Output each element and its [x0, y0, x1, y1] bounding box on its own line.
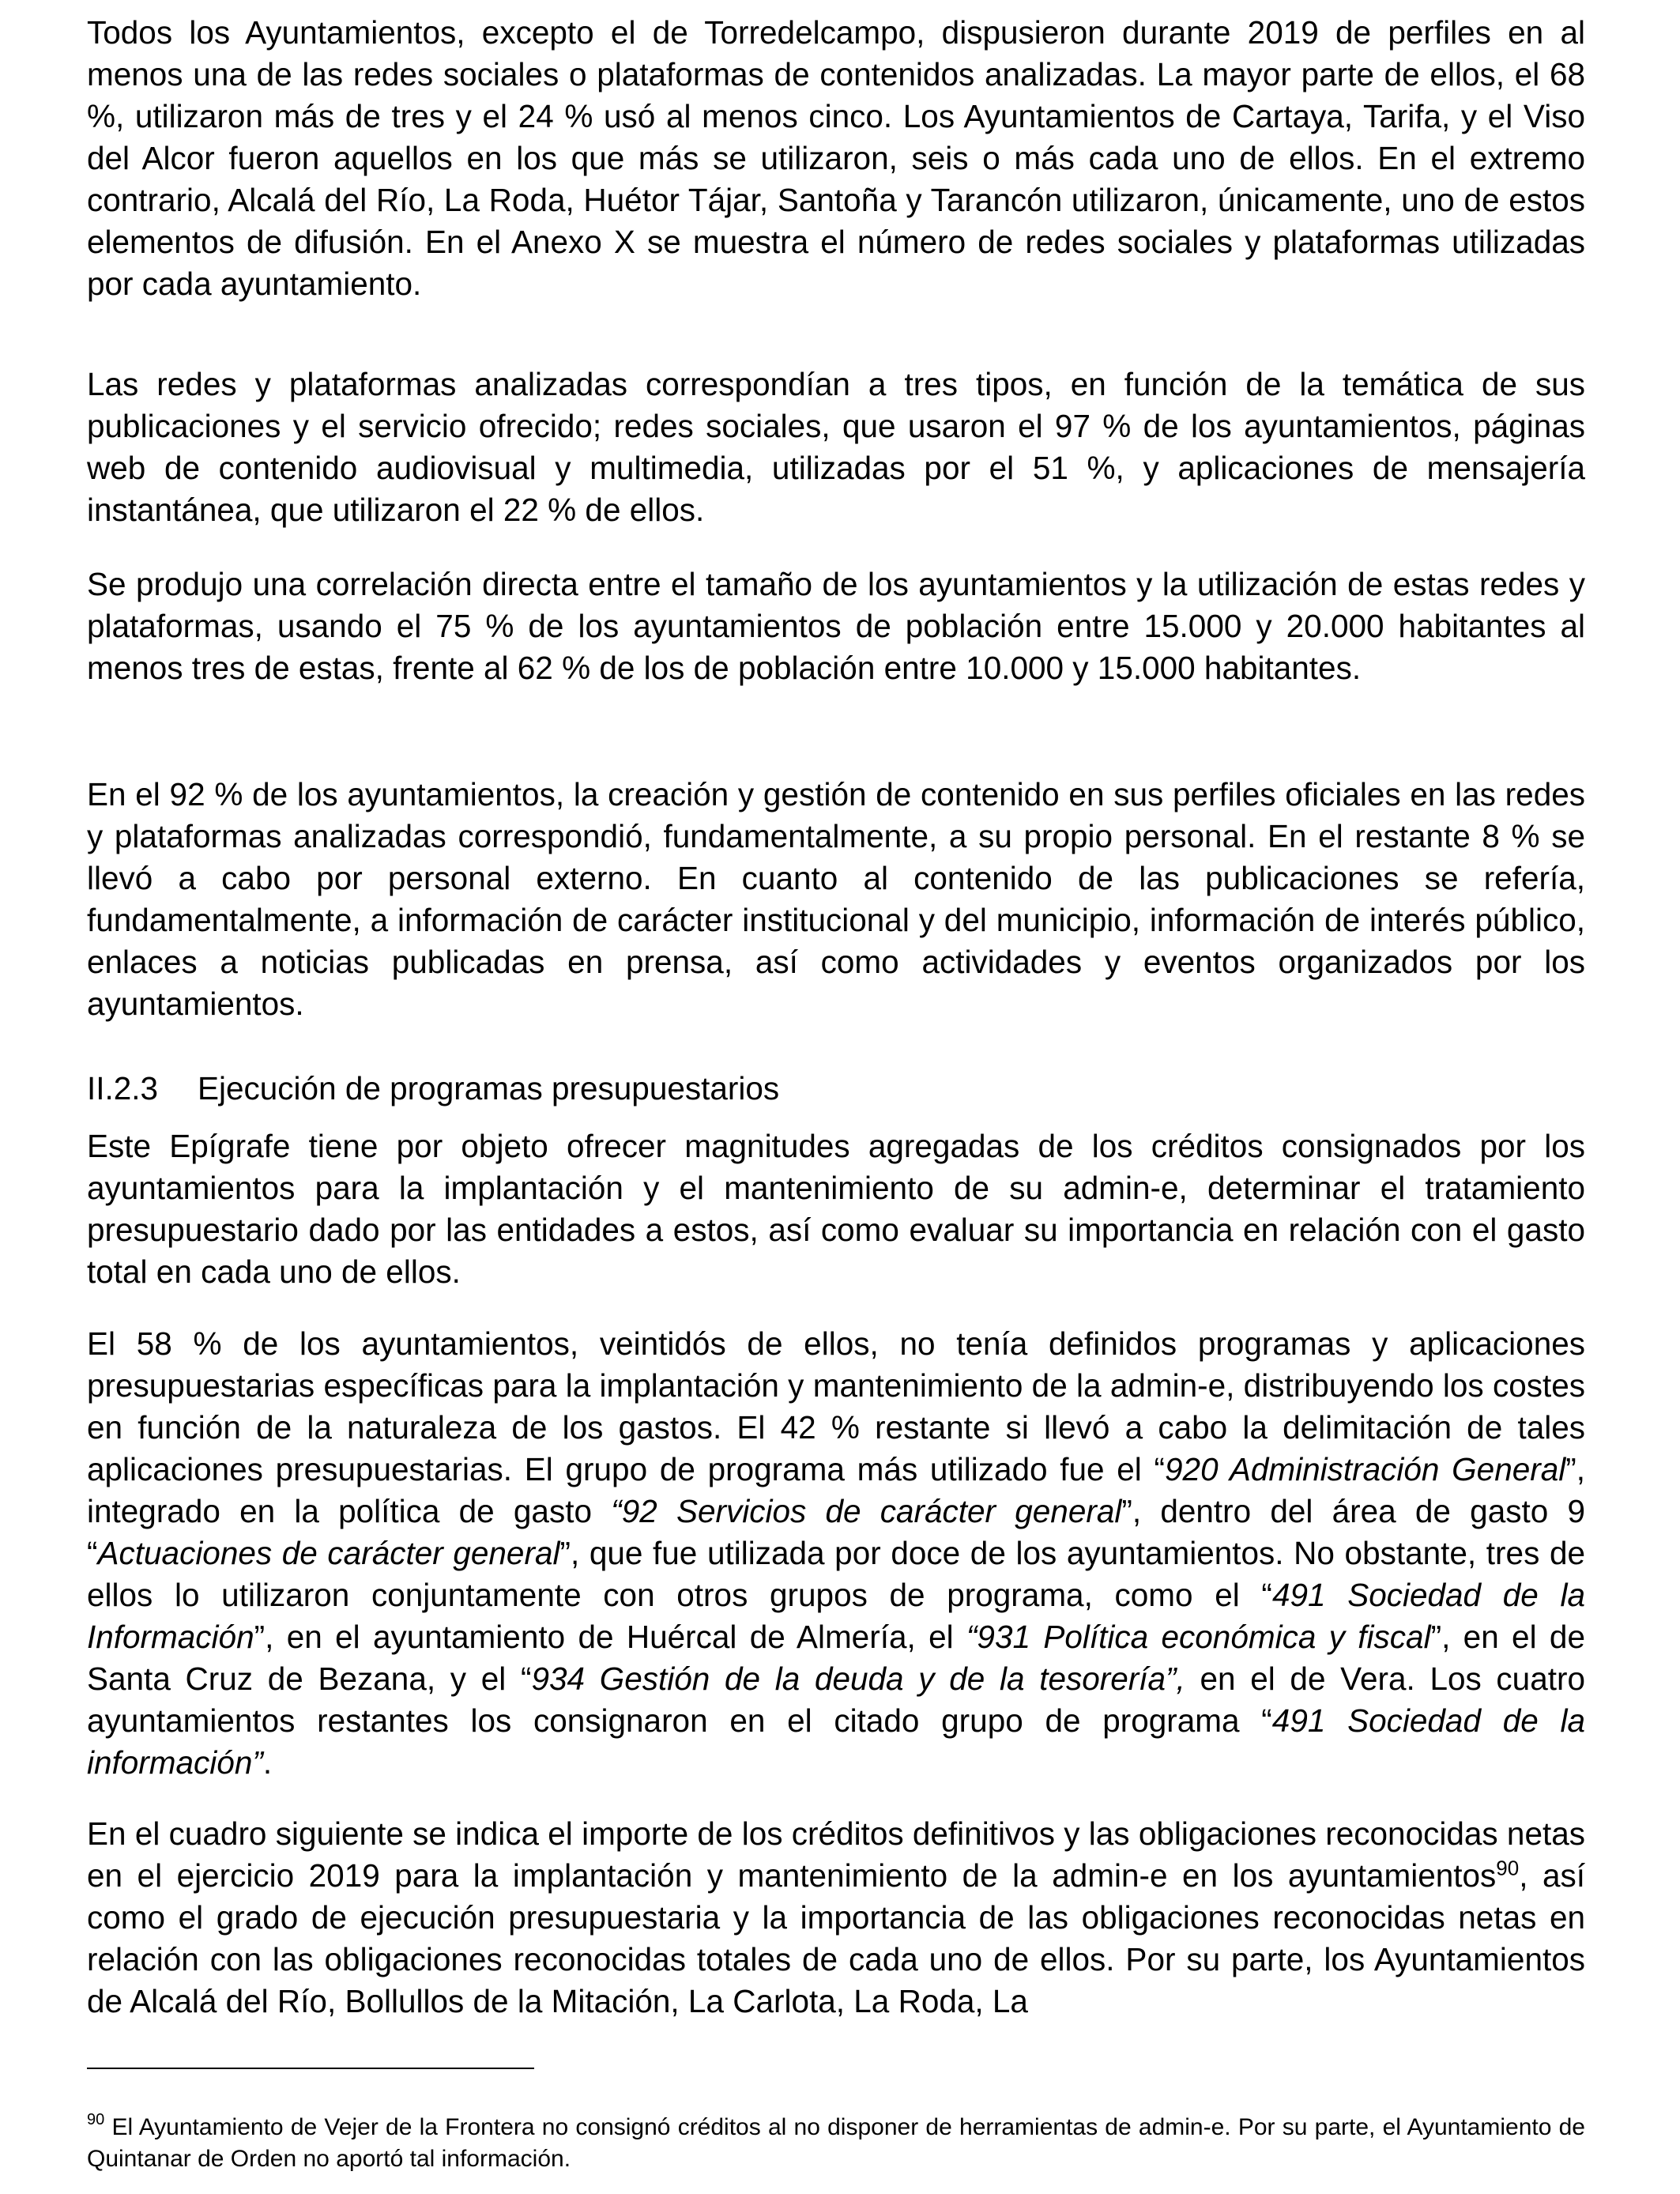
italic-text: 920 Administración General — [1165, 1451, 1566, 1487]
text: ”, dentro del área de gasto 9 “ — [87, 1493, 1585, 1571]
text: En el cuadro siguiente se indica el importe de los créditos definitivos y las obligaciones reconocidas netas en el ejercicio 2019 para la implantación y mantenimiento de la admin-e en los ayuntamientos — [87, 1815, 1585, 1894]
text: en el de Vera. Los cuatro ayuntamientos restantes los consignaron en el citado grupo de programa “ — [87, 1661, 1585, 1739]
text: ”, en el de Santa Cruz de Bezana, y el “ — [87, 1619, 1585, 1697]
section-heading — [87, 1068, 779, 1110]
italic-text: “92 Servicios de carácter general — [611, 1493, 1122, 1529]
section-number: II.2.3 — [87, 1070, 159, 1106]
paragraph-social-profiles: Todos los Ayuntamientos, excepto el de Torredelcampo, dispusieron durante 2019 de perfiles en al menos una de las redes sociales o plataformas de contenidos analizadas. La mayor parte de ellos, el 68 %, utilizaron más de tres y el 24 % usó al menos cinco. Los Ayuntamientos de Cartaya, Tarifa, y el Viso del Alcor fueron aquellos en los que más se utilizaron, seis o más cada uno de ellos. En el extremo contrario, Alcalá del Río, La Roda, Huétor Tájar, Santoña y Tarancón utilizaron, únicamente, uno de estos elementos de difusión. En el Anexo X se muestra el número de redes sociales y plataformas utilizadas por cada ayuntamiento. — [87, 14, 1585, 302]
footnote-number: 90 — [87, 2111, 105, 2128]
text: ”, en el ayuntamiento de Huércal de Almería, el — [254, 1619, 966, 1655]
italic-text: 491 Sociedad de la Información — [87, 1577, 1586, 1655]
footnote — [87, 2112, 1585, 2175]
text: , así como el grado de ejecución presupuestaria y la importancia de las obligaciones reconocidas netas en relación con las obligaciones reconocidas totales de cada uno de ellos. Por su parte, los Ayuntamientos de Alcalá del Río, Bollullos de la Mitación, La Carlota, La Roda, La — [87, 1857, 1585, 2019]
footnote-text: El Ayuntamiento de Vejer de la Frontera no consignó créditos al no disponer de herramientas de admin-e. Por su parte, el Ayuntamiento de Quintanar de Orden no aportó tal información. — [87, 2114, 1585, 2172]
italic-text: 934 Gestión de la deuda y de la tesorería”, — [531, 1661, 1185, 1697]
section-title: Ejecución de programas presupuestarios — [198, 1070, 780, 1106]
paragraph-correlation: Se produjo una correlación directa entre el tamaño de los ayuntamientos y la utilización de estas redes y plataformas, usando el 75 % de los ayuntamientos de población entre 15.000 y 20.000 habitantes al menos tres de estas, frente al 62 % de los de población entre 10.000 y 15.000 habitantes. — [87, 566, 1585, 686]
italic-text: “931 Política económica y fiscal — [966, 1619, 1431, 1655]
paragraph-epigraph-purpose: Este Epígrafe tiene por objeto ofrecer magnitudes agregadas de los créditos consignados por los ayuntamientos para la implantación y el mantenimiento de su admin-e, determinar el tratamiento presupuestario dado por las entidades a estos, así como evaluar su importancia en relación con el gasto total en cada uno de ellos. — [87, 1128, 1585, 1290]
italic-text: Actuaciones de carácter general — [97, 1535, 560, 1571]
paragraph-credits-table-intro — [87, 1813, 1585, 2022]
paragraph-content-management: En el 92 % de los ayuntamientos, la creación y gestión de contenido en sus perfiles oficiales en las redes y plataformas analizadas correspondió, fundamentalmente, a su propio personal. En el restante 8 % se llevó a cabo por personal externo. En cuanto al contenido de las publicaciones se refería, fundamentalmente, a información de carácter institucional y del municipio, información de interés público, enlaces a noticias publicadas en prensa, así como actividades y eventos organizados por los ayuntamientos. — [87, 776, 1585, 1022]
text: El 58 % de los ayuntamientos, veintidós de ellos, no tenía definidos programas y aplicaciones presupuestarias específicas para la implantación y mantenimiento de la admin-e, distribuyendo los costes en función de la naturaleza de los gastos. El 42 % restante si llevó a cabo la delimitación de tales aplicaciones presupuestarias. El grupo de programa más utilizado fue el “ — [87, 1325, 1585, 1487]
italic-text: 491 Sociedad de la información” — [87, 1702, 1586, 1781]
paragraph-network-types: Las redes y plataformas analizadas correspondían a tres tipos, en función de la temática de sus publicaciones y el servicio ofrecido; redes sociales, que usaron el 97 % de los ayuntamientos, páginas web de contenido audiovisual y multimedia, utilizadas por el 51 %, y aplicaciones de mensajería instantánea, que utilizaron el 22 % de ellos. — [87, 366, 1585, 528]
footnote-reference[interactable]: 90 — [1496, 1856, 1520, 1880]
footnote-separator — [87, 2068, 534, 2069]
text: . — [262, 1744, 273, 1781]
text: ”, que fue utilizada por doce de los ayuntamientos. No obstante, tres de ellos lo utilizaron conjuntamente con otros grupos de programa, como el “ — [87, 1535, 1585, 1613]
paragraph-budget-programs — [87, 1323, 1585, 1784]
text: ”, integrado en la política de gasto — [87, 1451, 1586, 1529]
